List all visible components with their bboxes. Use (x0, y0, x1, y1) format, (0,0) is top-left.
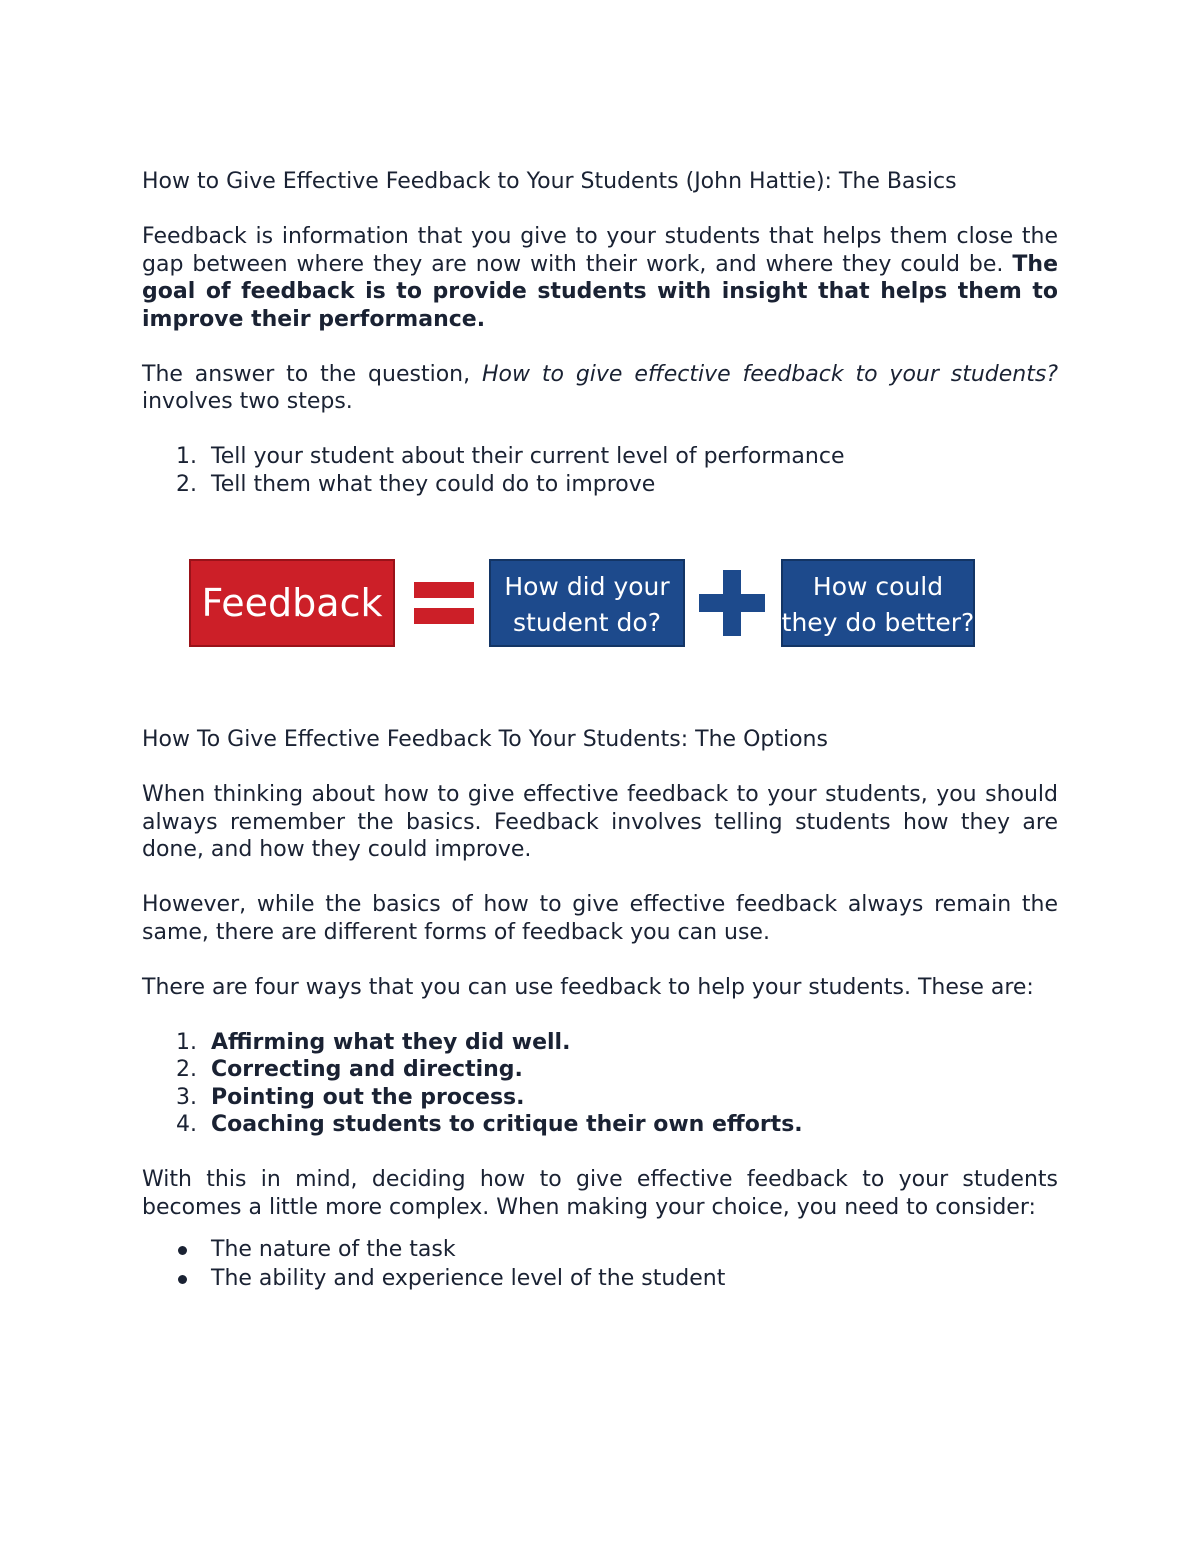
list-item (142, 1264, 1058, 1293)
answer-text: The answer to the question, (142, 361, 482, 387)
document-body (142, 168, 1058, 1293)
paragraph-answer (142, 361, 1058, 416)
student-performance-line2: student do? (513, 608, 661, 637)
steps-list (142, 443, 1058, 498)
ways-list (142, 1029, 1058, 1139)
section-heading-basics: How to Give Effective Feedback to Your Students (John Hattie): The Basics (142, 169, 957, 194)
list-item-text: Affirming what they did well. (211, 1029, 571, 1055)
list-number: 1. (176, 444, 197, 469)
list-number: 2. (176, 1057, 197, 1082)
list-item (142, 471, 1058, 499)
list-item-text: Tell your student about their current level of performance (211, 444, 845, 469)
list-item (142, 1084, 1058, 1112)
equals-sign-bottom (414, 608, 474, 624)
paragraph-four-ways: There are four ways that you can use feedback to help your students. These are: (142, 974, 1034, 1000)
improvement-line2: they do better? (781, 608, 975, 637)
list-number: 4. (176, 1112, 197, 1137)
list-item (142, 1235, 1058, 1264)
definition-text: Feedback is information that you give to your students that helps them close the gap between where they are now with their work, and where they could be. (142, 224, 1058, 277)
considerations-list (142, 1235, 1058, 1293)
feedback-equation-svg (142, 528, 1058, 678)
list-item-text: Coaching students to critique their own efforts. (211, 1112, 803, 1137)
list-item (142, 1111, 1058, 1139)
bullet-icon (178, 1275, 187, 1284)
paragraph-consider: With this in mind, deciding how to give effective feedback to your students becomes a little more complex. When making your choice, you need to consider: (142, 1167, 1058, 1220)
feedback-box-label: Feedback (201, 581, 383, 625)
paragraph-forms: However, while the basics of how to give effective feedback always remain the same, there are different forms of feedback you can use. (142, 892, 1058, 945)
answer-tail-text: involves two steps. (142, 389, 353, 414)
student-performance-line1: How did your (504, 572, 670, 601)
list-item (142, 443, 1058, 471)
definition-bold-text: The goal of feedback is to provide students with insight that helps them to improve their performance. (142, 251, 1058, 332)
answer-italic-text: How to give effective feedback to your students? (481, 361, 1059, 387)
list-item-text: Correcting and directing. (211, 1057, 523, 1082)
paragraph-definition (142, 223, 1058, 333)
list-item (142, 1056, 1058, 1084)
list-item-text: Pointing out the process. (211, 1084, 525, 1110)
list-item-text: The ability and experience level of the student (211, 1266, 726, 1291)
list-item-text: Tell them what they could do to improve (211, 471, 656, 497)
list-number: 2. (176, 471, 197, 497)
improvement-line1: How could (812, 572, 944, 601)
list-item (142, 1029, 1058, 1057)
equals-sign-top (414, 582, 474, 598)
feedback-equation-graphic (142, 528, 1058, 678)
list-item-text: The nature of the task (211, 1237, 456, 1262)
list-number: 3. (176, 1084, 197, 1110)
paragraph-basics: When thinking about how to give effective feedback to your students, you should always remember the basics. Feedback involves telling students how they are done, and how they could improve. (142, 782, 1058, 862)
list-number: 1. (176, 1029, 197, 1055)
bullet-icon (178, 1246, 187, 1255)
section-heading-options: How To Give Effective Feedback To Your Students: The Options (142, 727, 828, 752)
plus-sign-vertical (723, 570, 741, 636)
